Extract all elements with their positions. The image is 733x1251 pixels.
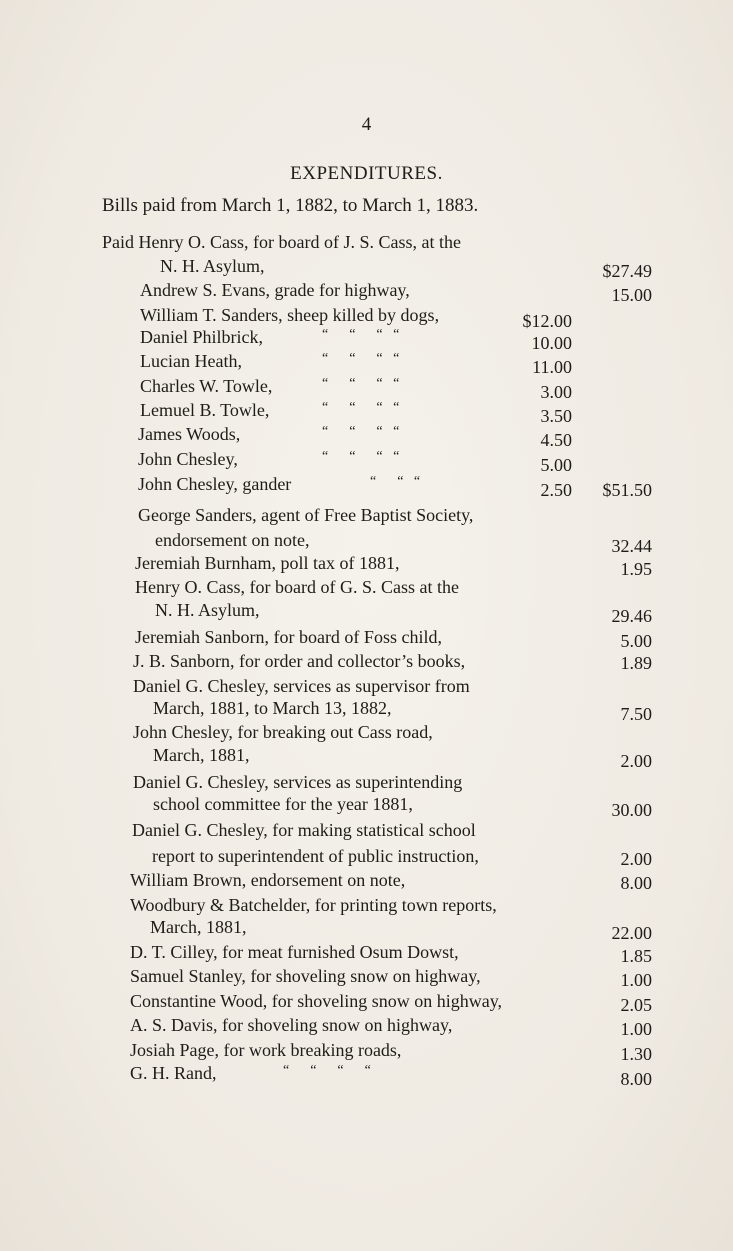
total-amount: 22.00 — [611, 923, 652, 943]
entry-description: Paid Henry O. Cass, for board of J. S. Cass, at the — [102, 232, 461, 252]
entry-description: endorsement on note, — [155, 530, 310, 550]
entry-description: Lucian Heath, — [140, 351, 242, 371]
ditto-marks: “ “ “ “ — [322, 351, 400, 366]
total-amount: 15.00 — [611, 285, 652, 305]
total-amount: 8.00 — [620, 1069, 652, 1089]
ditto-marks: “ “ “ “ — [322, 376, 400, 391]
entry-description: Charles W. Towle, — [140, 376, 273, 396]
total-amount: $51.50 — [602, 480, 652, 500]
ditto-marks: “ “ “ — [370, 474, 421, 489]
entry-description: J. B. Sanborn, for order and collector’s books, — [133, 651, 466, 671]
total-amount: 2.00 — [620, 751, 652, 771]
total-amount: 2.05 — [620, 995, 652, 1015]
total-amount: 1.89 — [620, 653, 652, 673]
item-amount: 3.00 — [540, 382, 572, 402]
total-amount: 1.95 — [620, 559, 652, 579]
entry-description: Daniel G. Chesley, for making statistical school — [132, 820, 476, 840]
period-subheading: Bills paid from March 1, 1882, to March 1, 1883. — [102, 195, 479, 216]
entry-description: school committee for the year 1881, — [153, 794, 413, 814]
item-amount: 3.50 — [540, 406, 572, 426]
entry-description: George Sanders, agent of Free Baptist Society, — [138, 505, 474, 525]
item-amount: 5.00 — [540, 455, 572, 475]
entry-description: Jeremiah Sanborn, for board of Foss child, — [135, 627, 442, 647]
item-amount: 10.00 — [531, 333, 572, 353]
entry-description: Daniel G. Chesley, services as supervisor from — [133, 676, 470, 696]
entry-description: Jeremiah Burnham, poll tax of 1881, — [135, 553, 400, 573]
page-number: 4 — [361, 114, 372, 135]
section-heading: EXPENDITURES. — [290, 163, 443, 184]
entry-description: John Chesley, for breaking out Cass road, — [133, 722, 433, 742]
entry-description: March, 1881, — [153, 745, 250, 765]
entry-description: Daniel Philbrick, — [140, 327, 263, 347]
item-amount: 2.50 — [540, 480, 572, 500]
entry-description: Josiah Page, for work breaking roads, — [130, 1040, 402, 1060]
entry-description: Lemuel B. Towle, — [140, 400, 270, 420]
item-amount: $12.00 — [522, 311, 572, 331]
entry-description: report to superintendent of public instruction, — [152, 846, 479, 866]
entry-description: March, 1881, — [150, 917, 247, 937]
entry-description: Woodbury & Batchelder, for printing town reports, — [130, 895, 497, 915]
entry-description: James Woods, — [138, 424, 241, 444]
ditto-marks: “ “ “ “ — [322, 400, 400, 415]
total-amount: 30.00 — [611, 800, 652, 820]
ditto-marks: “ “ “ “ — [322, 424, 400, 439]
total-amount: $27.49 — [602, 261, 652, 281]
entry-description: Daniel G. Chesley, services as superintending — [133, 772, 463, 792]
entry-description: Henry O. Cass, for board of G. S. Cass at the — [135, 577, 459, 597]
entry-description: John Chesley, — [138, 449, 238, 469]
total-amount: 8.00 — [620, 873, 652, 893]
total-amount: 7.50 — [620, 704, 652, 724]
total-amount: 32.44 — [611, 536, 652, 556]
entry-description: G. H. Rand, — [130, 1063, 217, 1083]
ditto-marks: “ “ “ “ — [322, 327, 400, 342]
total-amount: 1.85 — [620, 946, 652, 966]
entry-description: N. H. Asylum, — [155, 600, 260, 620]
total-amount: 1.30 — [620, 1044, 652, 1064]
total-amount: 1.00 — [620, 970, 652, 990]
entry-description: A. S. Davis, for shoveling snow on highway, — [130, 1015, 453, 1035]
item-amount: 11.00 — [532, 357, 572, 377]
entry-description: William T. Sanders, sheep killed by dogs, — [140, 305, 440, 325]
total-amount: 5.00 — [620, 631, 652, 651]
ditto-marks: “ “ “ “ — [283, 1063, 371, 1078]
entry-description: Andrew S. Evans, grade for highway, — [140, 280, 410, 300]
total-amount: 29.46 — [611, 606, 652, 626]
ditto-marks: “ “ “ “ — [322, 449, 400, 464]
entry-description: Constantine Wood, for shoveling snow on highway, — [130, 991, 503, 1011]
entry-description: N. H. Asylum, — [160, 256, 265, 276]
entry-description: Samuel Stanley, for shoveling snow on highway, — [130, 966, 481, 986]
entry-description: William Brown, endorsement on note, — [130, 870, 406, 890]
item-amount: 4.50 — [540, 430, 572, 450]
entry-description: D. T. Cilley, for meat furnished Osum Dowst, — [130, 942, 459, 962]
entry-description: John Chesley, gander — [138, 474, 292, 494]
entry-description: March, 1881, to March 13, 1882, — [153, 698, 392, 718]
total-amount: 2.00 — [620, 849, 652, 869]
total-amount: 1.00 — [620, 1019, 652, 1039]
